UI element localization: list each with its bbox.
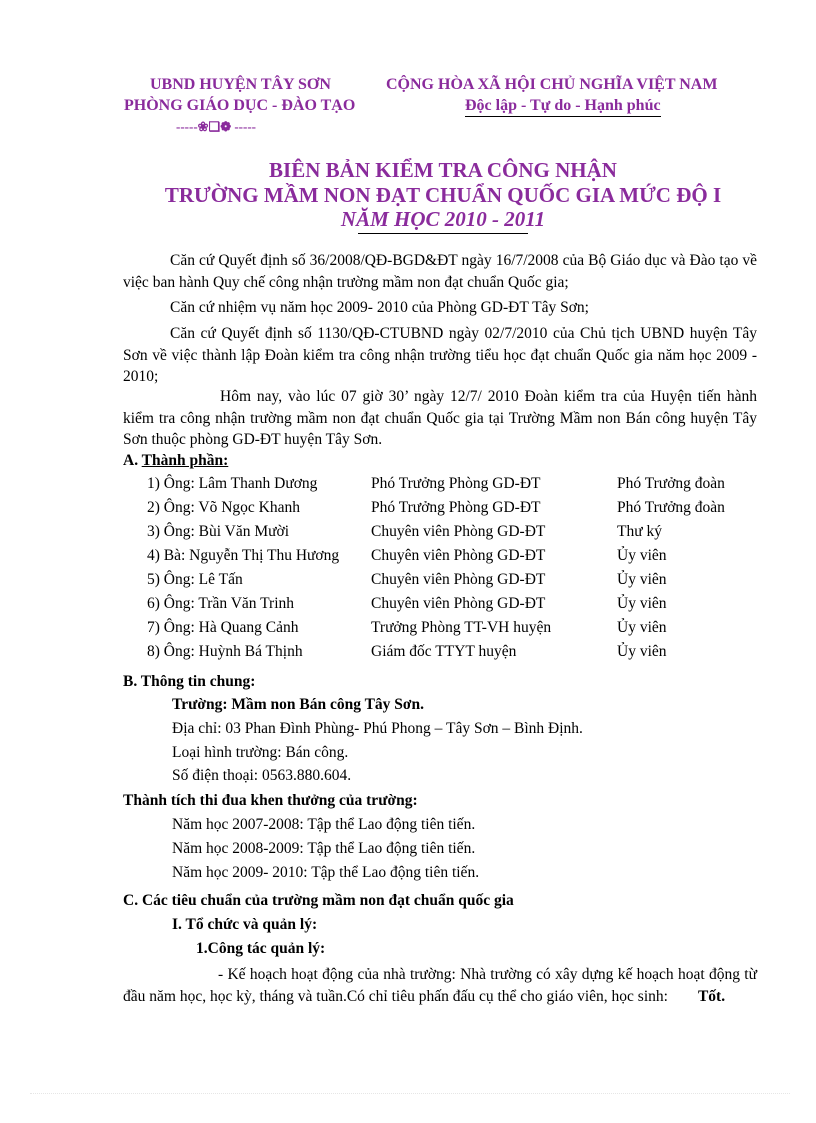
agency-name: UBND HUYỆN TÂY SƠN xyxy=(150,76,331,93)
member-name: 4) Bà: Nguyễn Thị Thu Hương xyxy=(147,547,340,564)
section-a-heading xyxy=(123,452,228,470)
school-name: Trường: Mầm non Bán công Tây Sơn. xyxy=(172,696,424,713)
member-name: 2) Ông: Võ Ngọc Khanh xyxy=(147,499,300,516)
member-position: Chuyên viên Phòng GD-ĐT xyxy=(371,595,546,612)
member-position: Phó Trưởng Phòng GD-ĐT xyxy=(371,475,541,492)
management-text: - Kế hoạch hoạt động của nhà trường: Nhà trường có xây dựng kế hoạch hoạt động từ đầu năm học, học kỳ, tháng và tuần.Có chỉ tiêu phấn đấu cụ thể cho giáo viên, học sinh: xyxy=(123,966,757,1005)
national-title: CỘNG HÒA XÃ HỘI CHỦ NGHĨA VIỆT NAM xyxy=(386,76,718,93)
member-role: Phó Trưởng đoàn xyxy=(617,475,725,492)
member-position: Trưởng Phòng TT-VH huyện xyxy=(371,619,552,636)
member-role: Ủy viên xyxy=(617,547,667,564)
achievement-item: Năm học 2007-2008: Tập thể Lao động tiên tiến. xyxy=(172,816,476,833)
subsection-heading: I. Tổ chức và quản lý: xyxy=(172,916,318,933)
page-footer-divider xyxy=(30,1093,790,1094)
subsection-item-heading: 1.Công tác quản lý: xyxy=(196,940,326,957)
school-type: Loại hình trường: Bán công. xyxy=(172,744,349,761)
doc-title-year: NĂM HỌC 2010 - 2011 xyxy=(340,207,546,231)
member-role: Ủy viên xyxy=(617,643,667,660)
member-position: Chuyên viên Phòng GD-ĐT xyxy=(371,523,546,540)
member-position: Phó Trưởng Phòng GD-ĐT xyxy=(371,499,541,516)
intro-paragraph-4: Hôm nay, vào lúc 07 giờ 30’ ngày 12/7/ 2010 Đoàn kiểm tra của Huyện tiến hành kiểm tra công nhận trường mầm non đạt chuẩn Quốc gia tại Trường Mầm non Bán công huyện Tây Sơn thuộc phòng GD-ĐT huyện Tây Sơn. xyxy=(123,388,757,448)
section-a-title: Thành phần: xyxy=(141,452,229,469)
member-name: 8) Ông: Huỳnh Bá Thịnh xyxy=(147,643,303,660)
intro-paragraph-1: Căn cứ Quyết định số 36/2008/QĐ-BGD&ĐT ngày 16/7/2008 của Bộ Giáo dục và Đào tạo về việc ban hành Quy chế công nhận trường mầm non đạt chuẩn Quốc gia; xyxy=(123,252,757,291)
member-role: Phó Trưởng đoàn xyxy=(617,499,725,516)
management-rating: Tốt. xyxy=(697,987,726,1005)
intro-paragraph-3: Căn cứ Quyết định số 1130/QĐ-CTUBND ngày 02/7/2010 của Chủ tịch UBND huyện Tây Sơn về việc thành lập Đoàn kiểm tra công nhận trường tiểu học đạt chuẩn Quốc gia năm học 2009 - 2010; xyxy=(123,325,757,385)
member-name: 6) Ông: Trần Văn Trinh xyxy=(147,595,295,612)
member-name: 7) Ông: Hà Quang Cảnh xyxy=(147,619,299,636)
member-role: Ủy viên xyxy=(617,571,667,588)
member-name: 5) Ông: Lê Tấn xyxy=(147,571,243,588)
section-c-heading: C. Các tiêu chuẩn của trường mầm non đạt chuẩn quốc gia xyxy=(123,892,514,909)
section-a-prefix: A. xyxy=(123,452,142,469)
national-motto: Độc lập - Tự do - Hạnh phúc xyxy=(465,97,661,117)
member-position: Chuyên viên Phòng GD-ĐT xyxy=(371,571,546,588)
member-position: Chuyên viên Phòng GD-ĐT xyxy=(371,547,546,564)
section-b-heading: B. Thông tin chung: xyxy=(123,673,256,690)
department-name: PHÒNG GIÁO DỤC - ĐÀO TẠO xyxy=(124,97,356,114)
achievements-heading: Thành tích thi đua khen thưởng của trường: xyxy=(123,792,418,809)
achievement-item: Năm học 2008-2009: Tập thể Lao động tiên tiến. xyxy=(172,840,476,857)
doc-title-line2: TRƯỜNG MẦM NON ĐẠT CHUẨN QUỐC GIA MỨC ĐỘ I xyxy=(164,183,722,207)
management-paragraph xyxy=(123,964,757,1007)
member-position: Giám đốc TTYT huyện xyxy=(371,643,517,660)
school-address: Địa chỉ: 03 Phan Đình Phùng- Phú Phong – Tây Sơn – Bình Định. xyxy=(172,720,583,737)
member-name: 1) Ông: Lâm Thanh Dương xyxy=(147,475,318,492)
member-name: 3) Ông: Bùi Văn Mười xyxy=(147,523,290,540)
intro-paragraph-2: Căn cứ nhiệm vụ năm học 2009- 2010 của Phòng GD-ĐT Tây Sơn; xyxy=(170,299,589,316)
member-role: Ủy viên xyxy=(617,619,667,636)
ornament-divider: -----❀❑❁ ----- xyxy=(176,119,256,134)
title-underline xyxy=(358,233,528,234)
member-role: Ủy viên xyxy=(617,595,667,612)
member-role: Thư ký xyxy=(617,523,662,540)
school-phone: Số điện thoại: 0563.880.604. xyxy=(172,767,352,784)
achievement-item: Năm học 2009- 2010: Tập thể Lao động tiên tiến. xyxy=(172,864,480,881)
doc-title-line1: BIÊN BẢN KIỂM TRA CÔNG NHẬN xyxy=(269,158,617,182)
